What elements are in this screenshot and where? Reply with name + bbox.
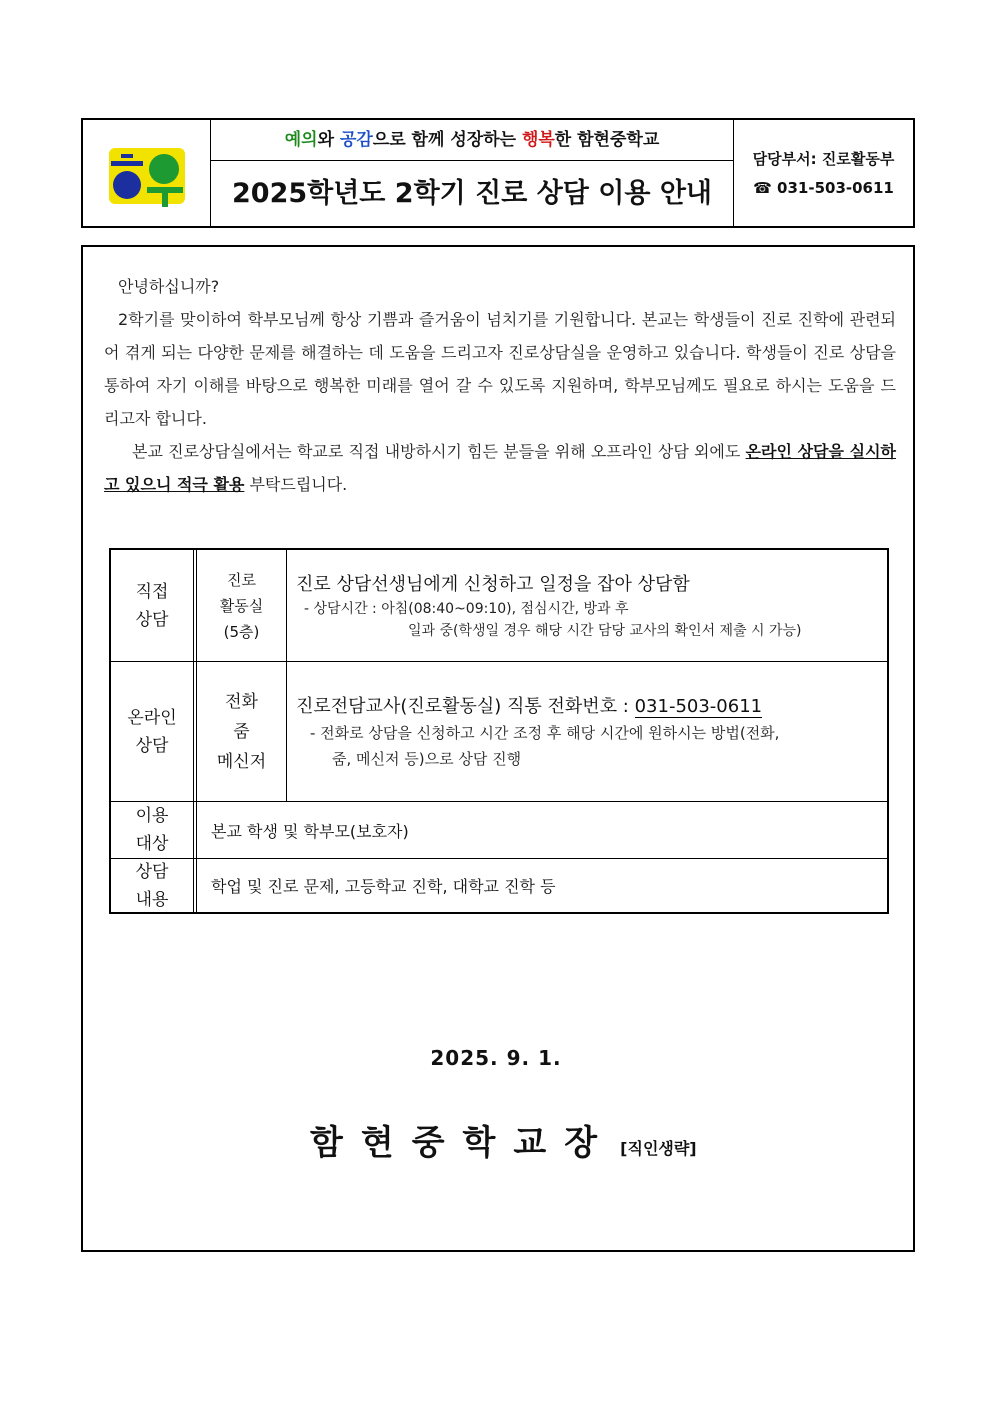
document-header <box>81 118 915 228</box>
online-label: 온라인 상담 <box>111 662 197 801</box>
direct-place: 진로 활동실 (5층) <box>197 550 287 661</box>
direct-description <box>287 550 879 661</box>
slogan-part: 예의 <box>284 130 318 150</box>
online-main <box>296 692 879 718</box>
logo-cell <box>83 120 211 226</box>
department-label: 담당부서: 진로활동부 <box>752 150 895 168</box>
direct-hours-note: 일과 중(학생일 경우 해당 시간 담당 교사의 확인서 제출 시 가능) <box>408 623 802 639</box>
title-cell <box>211 120 734 226</box>
document-date: 2025. 9. 1. <box>430 1046 562 1070</box>
paragraph-intro: 2학기를 맞이하여 학부모님께 항상 기쁨과 즐거움이 넘치기를 기원합니다. 본교는 학생들이 진로 진학에 관련되어 겪게 되는 다양한 문제를 해결하는 데 도움을 드리고자 진로상담실을 운영하고 있습니다. 학생들이 진로 상담을 통하여 자기 이해를 바탕으로 행복한 미래를 열어 갈 수 있도록 지원하며, 학부모님께도 필요로 하시는 도움을 드리고자 합니다. <box>104 310 896 428</box>
slogan-part: 한 함현중학교 <box>554 130 660 150</box>
slogan-part: 와 <box>317 130 340 150</box>
table-row-target <box>111 802 887 859</box>
direct-hours: - 상담시간 : 아침(08:40~09:10), 점심시간, 방과 후 <box>304 601 629 617</box>
principal-title: 함현중학교장 <box>310 1123 616 1163</box>
slogan-part: 행복 <box>521 130 555 150</box>
direct-main: 진로 상담선생님에게 신청하고 일정을 잡아 상담함 <box>296 574 690 595</box>
online-emphasis: 온라인 상담을 실시하고 있으니 적극 활용 <box>104 442 896 494</box>
table-row-direct <box>111 550 887 662</box>
signature-block <box>310 1115 697 1164</box>
paragraph-online-start: 본교 진로상담실에서는 학교로 직접 내방하시기 힘든 분들을 위해 오프라인 상담 외에도 <box>132 442 746 461</box>
paragraph-online-end: 부탁드립니다. <box>244 475 348 494</box>
slogan-part: 공감 <box>339 130 373 150</box>
seal-omitted-note: [직인생략] <box>620 1139 697 1158</box>
direct-label: 직접 상담 <box>111 550 197 661</box>
table-row-content <box>111 859 887 912</box>
online-detail-cont: 줌, 메신저 등)으로 상담 진행 <box>332 750 522 768</box>
letter-body <box>104 270 896 501</box>
online-phone: 031-503-0611 <box>634 696 763 717</box>
document-title: 2025학년도 2학기 진로 상담 이용 안내 <box>232 178 712 209</box>
slogan-part: 으로 함께 성장하는 <box>372 130 522 150</box>
contact-cell <box>734 120 913 226</box>
consultation-table <box>109 548 889 914</box>
table-row-online <box>111 662 887 802</box>
target-label: 이용 대상 <box>111 802 197 858</box>
content-label: 상담 내용 <box>111 859 197 912</box>
school-slogan <box>211 120 733 161</box>
online-detail: - 전화로 상담을 신청하고 시간 조정 후 해당 시간에 원하시는 방법(전화, <box>310 724 780 742</box>
online-methods: 전화 줌 메신저 <box>197 662 287 801</box>
content-value: 학업 및 진로 문제, 고등학교 진학, 대학교 진학 등 <box>211 877 556 896</box>
paragraph-online <box>104 435 896 501</box>
online-main-prefix: 진로전담교사(진로활동실) 직통 전화번호 : <box>296 696 635 717</box>
phone-number: ☎ 031-503-0611 <box>753 179 894 197</box>
target-value: 본교 학생 및 학부모(보호자) <box>211 821 409 841</box>
online-description <box>287 662 879 801</box>
school-logo <box>107 140 187 210</box>
greeting: 안녕하십니까? <box>118 277 220 296</box>
